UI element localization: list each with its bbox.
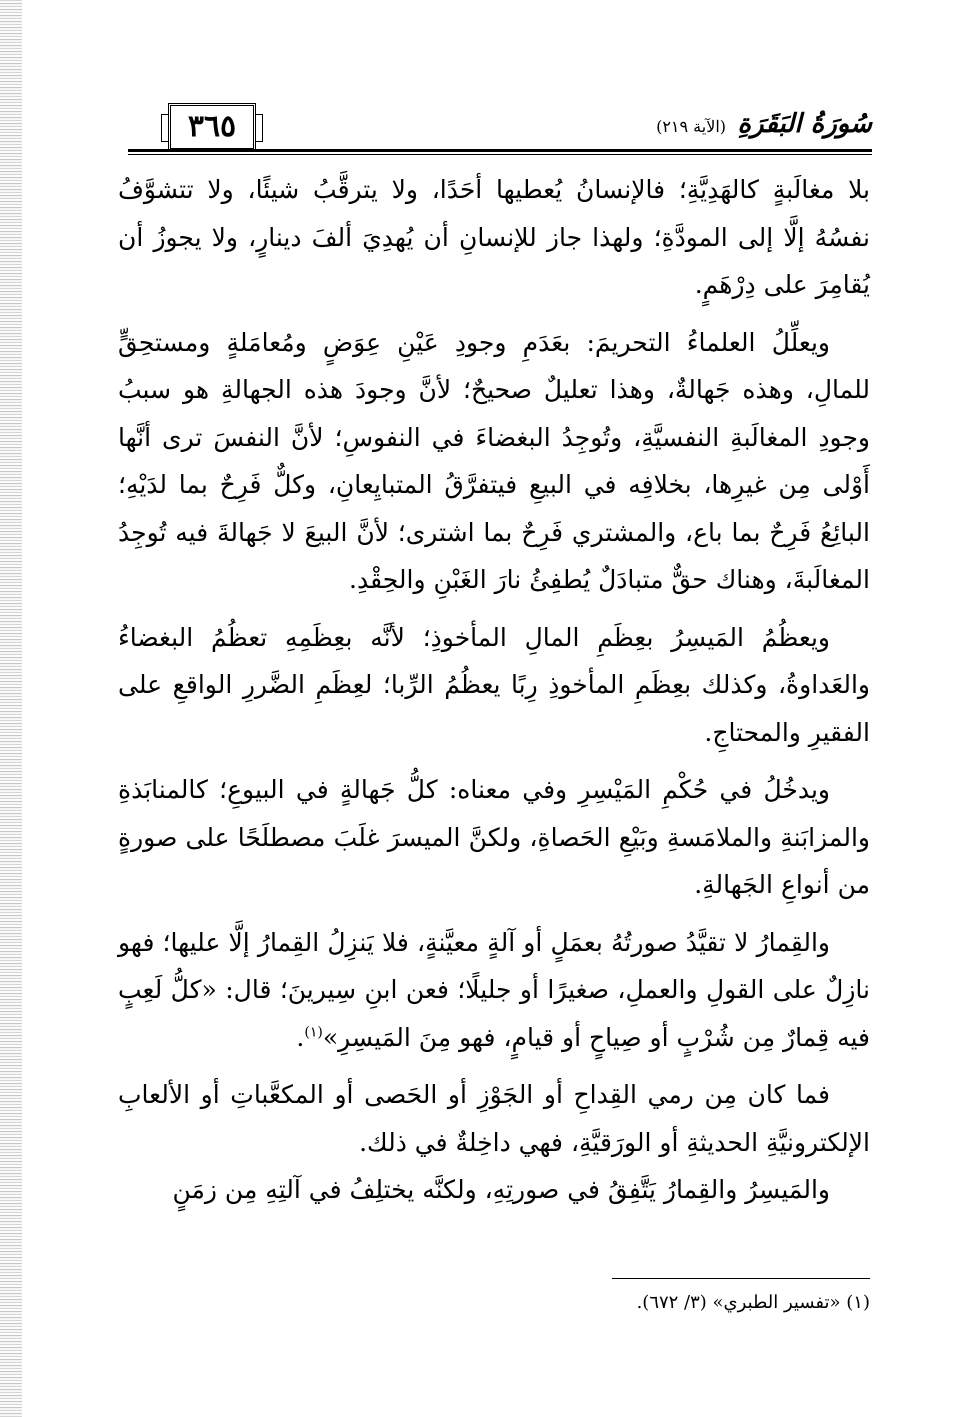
paragraph: والقِمارُ لا تقيَّدُ صورتُهُ بعمَلٍ أو آلةٍ معيَّنةٍ، فلا يَنزِلُ القِمارُ إلَّا عليها؛ فهو نازِلٌ على القولِ والعملِ، صغيرًا أو جليلًا؛ فعن ابنِ سِيرينَ؛ قال: «كلُّ لَعِبٍ فيه قِمارٌ مِن شُرْبٍ أو صِياحٍ أو قيامٍ، فهو مِنَ المَيسِرِ»$^{(١)}$. (118, 927, 870, 1052)
running-head (656, 109, 872, 142)
paragraph: ويعلِّلُ العلماءُ التحريمَ: بعَدَمِ وجودِ عَيْنِ عِوَضٍ ومُعامَلةٍ ومستحِقٍّ للمالِ، وهذه جَهالةٌ، وهذا تعليلٌ صحيحٌ؛ لأنَّ وجودَ هذه الجهالةِ هو سببُ وجودِ المغالَبةِ النفسيَّةِ، وتُوجِدُ البغضاءَ في النفوسِ؛ لأنَّ النفسَ ترى أنَّها أَوْلى مِن غيرِها، بخلافِه في البيعِ فيتفرَّقُ المتبايِعانِ، وكلٌّ فَرِحٌ بما لدَيْهِ؛ البائِعُ فَرِحٌ بما باع، والمشتري فَرِحٌ بما اشترى؛ لأنَّ البيعَ لا جَهالةَ فيه تُوجِدُ المغالَبةَ، وهناك حقٌّ متبادَلٌ يُطفِئُ نارَ الغَبْنِ والحِقْدِ. (118, 327, 870, 594)
scan-edge-artifact (0, 0, 22, 1417)
body-text (118, 166, 870, 1214)
header-rule (128, 149, 872, 152)
paragraph: والمَيسِرُ والقِمارُ يَتَّفِقُ في صورتِهِ، ولكنَّه يختلِفُ في آلتِهِ مِن زمَنٍ (172, 1175, 830, 1204)
footnote (637, 1290, 870, 1316)
footnote-reference[interactable]: (١) (304, 1024, 323, 1041)
verse-reference: (الآية ٢١٩) (656, 117, 727, 136)
paragraph: ويعظُمُ المَيسِرُ بعِظَمِ المالِ المأخوذِ؛ لأنَّه بعِظَمِهِ تعظُمُ البغضاءُ والعَداوةُ، وكذلك بعِظَمِ المأخوذِ رِبًا يعظُمُ الرِّبا؛ لعِظَمِ الضَّررِ الواقعِ على الفقيرِ والمحتاجِ. (118, 622, 870, 747)
footnote-separator (612, 1278, 870, 1279)
page-header (128, 103, 872, 153)
page-number: ٣٦٥ (168, 103, 256, 151)
surah-name: سُورَةُ البَقَرَةِ (737, 109, 872, 139)
footnote-text: «تفسير الطبري» (٣/ ٦٧٢). (636, 1292, 841, 1313)
header-rule-thin (128, 154, 872, 155)
footnote-marker: (١) (846, 1292, 870, 1313)
paragraph: بلا مغالَبةٍ كالهَدِيَّةِ؛ فالإنسانُ يُعطيها أحَدًا، ولا يترقَّبُ شيئًا، ولا تتشوَّفُ نفسُهُ إلَّا إلى المودَّةِ؛ ولهذا جاز للإنسانِ أن يُهدِيَ ألفَ دينارٍ، ولا يجوزُ أن يُقامِرَ على دِرْهَمٍ. (118, 175, 870, 299)
paragraph: فما كان مِن رمي القِداحِ أو الجَوْزِ أو الحَصى أو المكعَّباتِ أو الألعابِ الإلكترونيَّةِ الحديثةِ أو الورَقيَّةِ، فهي داخِلةٌ في ذلك. (118, 1080, 870, 1157)
paragraph: ويدخُلُ في حُكْمِ المَيْسِرِ وفي معناه: كلُّ جَهالةٍ في البيوعِ؛ كالمنابَذةِ والمزابَنةِ والملامَسةِ وبَيْعِ الحَصاةِ، ولكنَّ الميسرَ غلَبَ مصطلَحًا على صورةٍ من أنواعِ الجَهالةِ. (118, 775, 870, 899)
paragraph-text: والقِمارُ لا تقيَّدُ صورتُهُ بعمَلٍ أو آلةٍ معيَّنةٍ، فلا يَنزِلُ القِمارُ إلَّا عليها؛ فهو نازِلٌ على القولِ والعملِ، صغيرًا أو جليلًا؛ فعن ابنِ سِيرينَ؛ قال: «كلُّ لَعِبٍ فيه قِمارٌ مِن شُرْبٍ أو صِياحٍ أو قيامٍ، فهو مِنَ المَيسِرِ» (118, 927, 870, 1052)
